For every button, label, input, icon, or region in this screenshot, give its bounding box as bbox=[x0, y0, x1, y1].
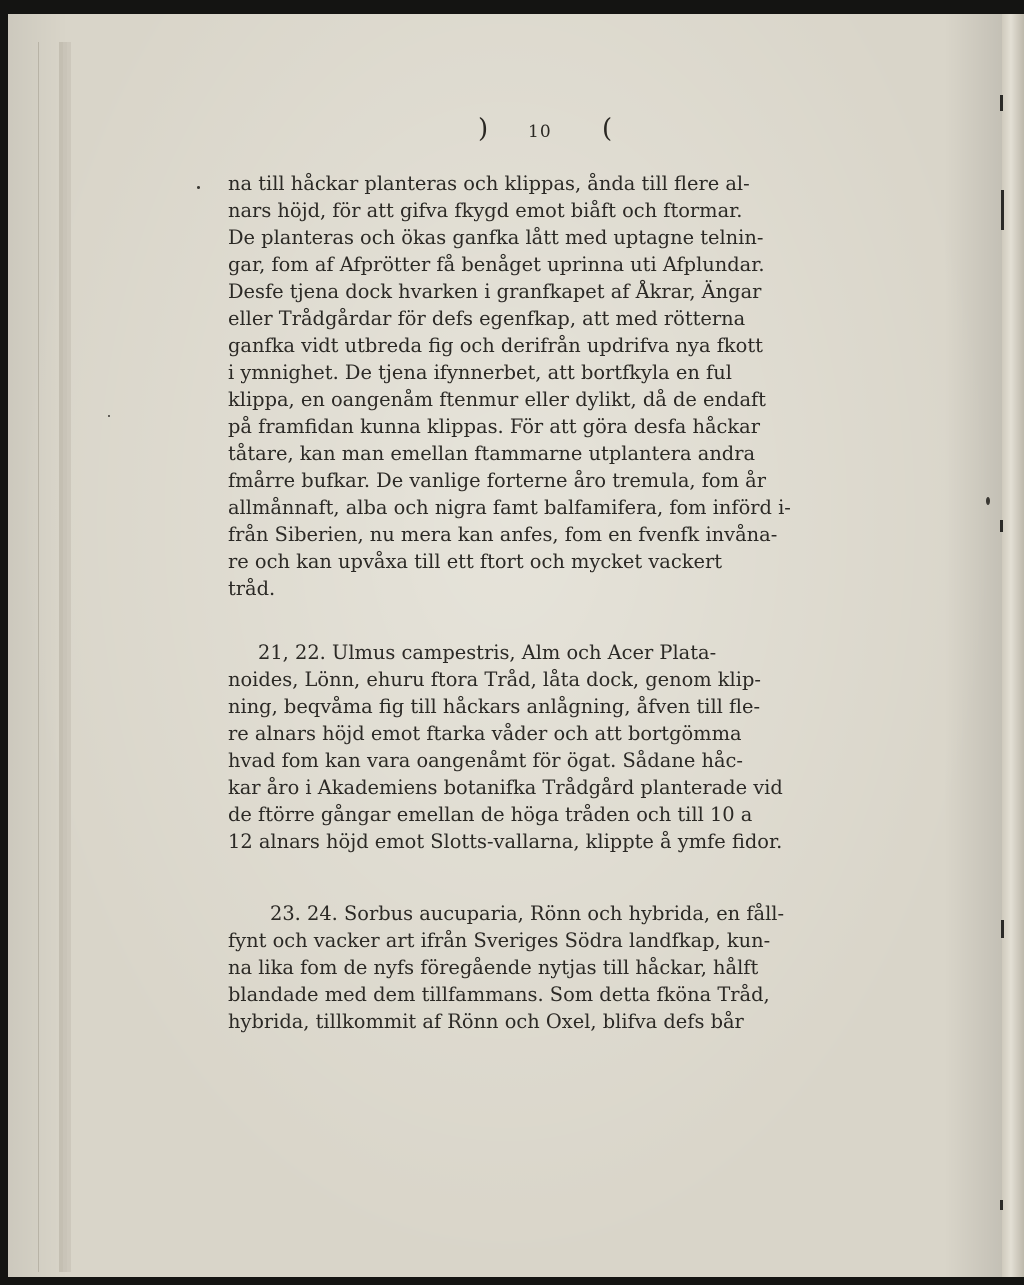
edge-ink-mark bbox=[1001, 920, 1004, 938]
text-line: kar åro i Akademiens botanifka Trådgård planterade vid bbox=[228, 776, 783, 799]
page-number: 10 bbox=[528, 122, 552, 142]
text-line: från Siberien, nu mera kan anfes, fom en fvenfk invåna- bbox=[228, 523, 778, 546]
text-line: fmårre bufkar. De vanlige forterne åro tremula, fom år bbox=[228, 469, 766, 492]
text-line: noides, Lönn, ehuru ftora Tråd, låta dock, genom klip- bbox=[228, 668, 761, 691]
text-line: klippa, en oangenåm ftenmur eller dylikt, då de endaft bbox=[228, 388, 766, 411]
text-line: ganfka vidt utbreda fig och derifrån updrifva nya fkott bbox=[228, 334, 763, 357]
ink-speck bbox=[986, 497, 990, 505]
text-line: allmånnaft, alba och nigra famt balfamifera, fom införd i- bbox=[228, 496, 791, 519]
text-line: 21, 22. Ulmus campestris, Alm och Acer Plata- bbox=[258, 641, 717, 664]
text-line: hybrida, tillkommit af Rönn och Oxel, blifva defs bår bbox=[228, 1010, 744, 1033]
edge-ink-mark bbox=[1000, 520, 1003, 532]
paragraph-ulmus-acer bbox=[228, 639, 928, 855]
text-line: 23. 24. Sorbus aucuparia, Rönn och hybrida, en fåll- bbox=[270, 902, 785, 925]
ink-speck bbox=[197, 186, 200, 189]
text-line: ning, beqvåma fig till håckars anlågning, åfven till fle- bbox=[228, 695, 761, 718]
text-line: hvad fom kan vara oangenåmt för ögat. Sådane håc- bbox=[228, 749, 743, 772]
ink-speck bbox=[108, 415, 110, 417]
page-edge bbox=[1002, 14, 1024, 1277]
text-line: 12 alnars höjd emot Slotts-vallarna, klippte å ymfe fidor. bbox=[228, 830, 783, 853]
text-line: na lika fom de nyfs föregående nytjas till håckar, hålft bbox=[228, 956, 759, 979]
text-line: i ymnighet. De tjena ifynnerbet, att bortfkyla en ful bbox=[228, 361, 732, 384]
text-line: fynt och vacker art ifrån Sveriges Södra landfkap, kun- bbox=[228, 929, 771, 952]
page-header bbox=[478, 114, 678, 148]
edge-ink-mark bbox=[1001, 190, 1004, 230]
paragraph-sorbus bbox=[228, 900, 930, 1035]
text-line: gar, fom af Afprötter få benåget uprinna uti Afplundar. bbox=[228, 253, 765, 276]
text-line: Desfe tjena dock hvarken i granfkapet af Åkrar, Ängar bbox=[228, 280, 762, 303]
text-line: tåtare, kan man emellan ftammarne utplantera andra bbox=[228, 442, 756, 465]
header-bracket-left: ) bbox=[478, 114, 489, 144]
text-line: na till håckar planteras och klippas, ånda till flere al- bbox=[228, 172, 750, 195]
text-line: eller Trådgårdar för defs egenfkap, att med rötterna bbox=[228, 307, 746, 330]
text-line: re alnars höjd emot ftarka våder och att bortgömma bbox=[228, 722, 742, 745]
text-line: tråd. bbox=[228, 577, 276, 600]
text-line: re och kan upvåxa till ett ftort och mycket vackert bbox=[228, 550, 723, 573]
text-line: på framfidan kunna klippas. För att göra desfa håckar bbox=[228, 415, 760, 438]
text-line: nars höjd, för att gifva fkygd emot biåft och ftormar. bbox=[228, 199, 743, 222]
edge-ink-mark bbox=[1000, 95, 1003, 111]
page-gutter bbox=[38, 42, 59, 1272]
paragraph-poplar-hedges bbox=[228, 170, 928, 602]
header-bracket-right: ( bbox=[602, 114, 613, 144]
text-line: blandade med dem tillfammans. Som detta fköna Tråd, bbox=[228, 983, 770, 1006]
text-line: De planteras och ökas ganfka lått med uptagne telnin- bbox=[228, 226, 764, 249]
edge-ink-mark bbox=[1000, 1200, 1003, 1210]
text-line: de ftörre gångar emellan de höga tråden och till 10 a bbox=[228, 803, 753, 826]
